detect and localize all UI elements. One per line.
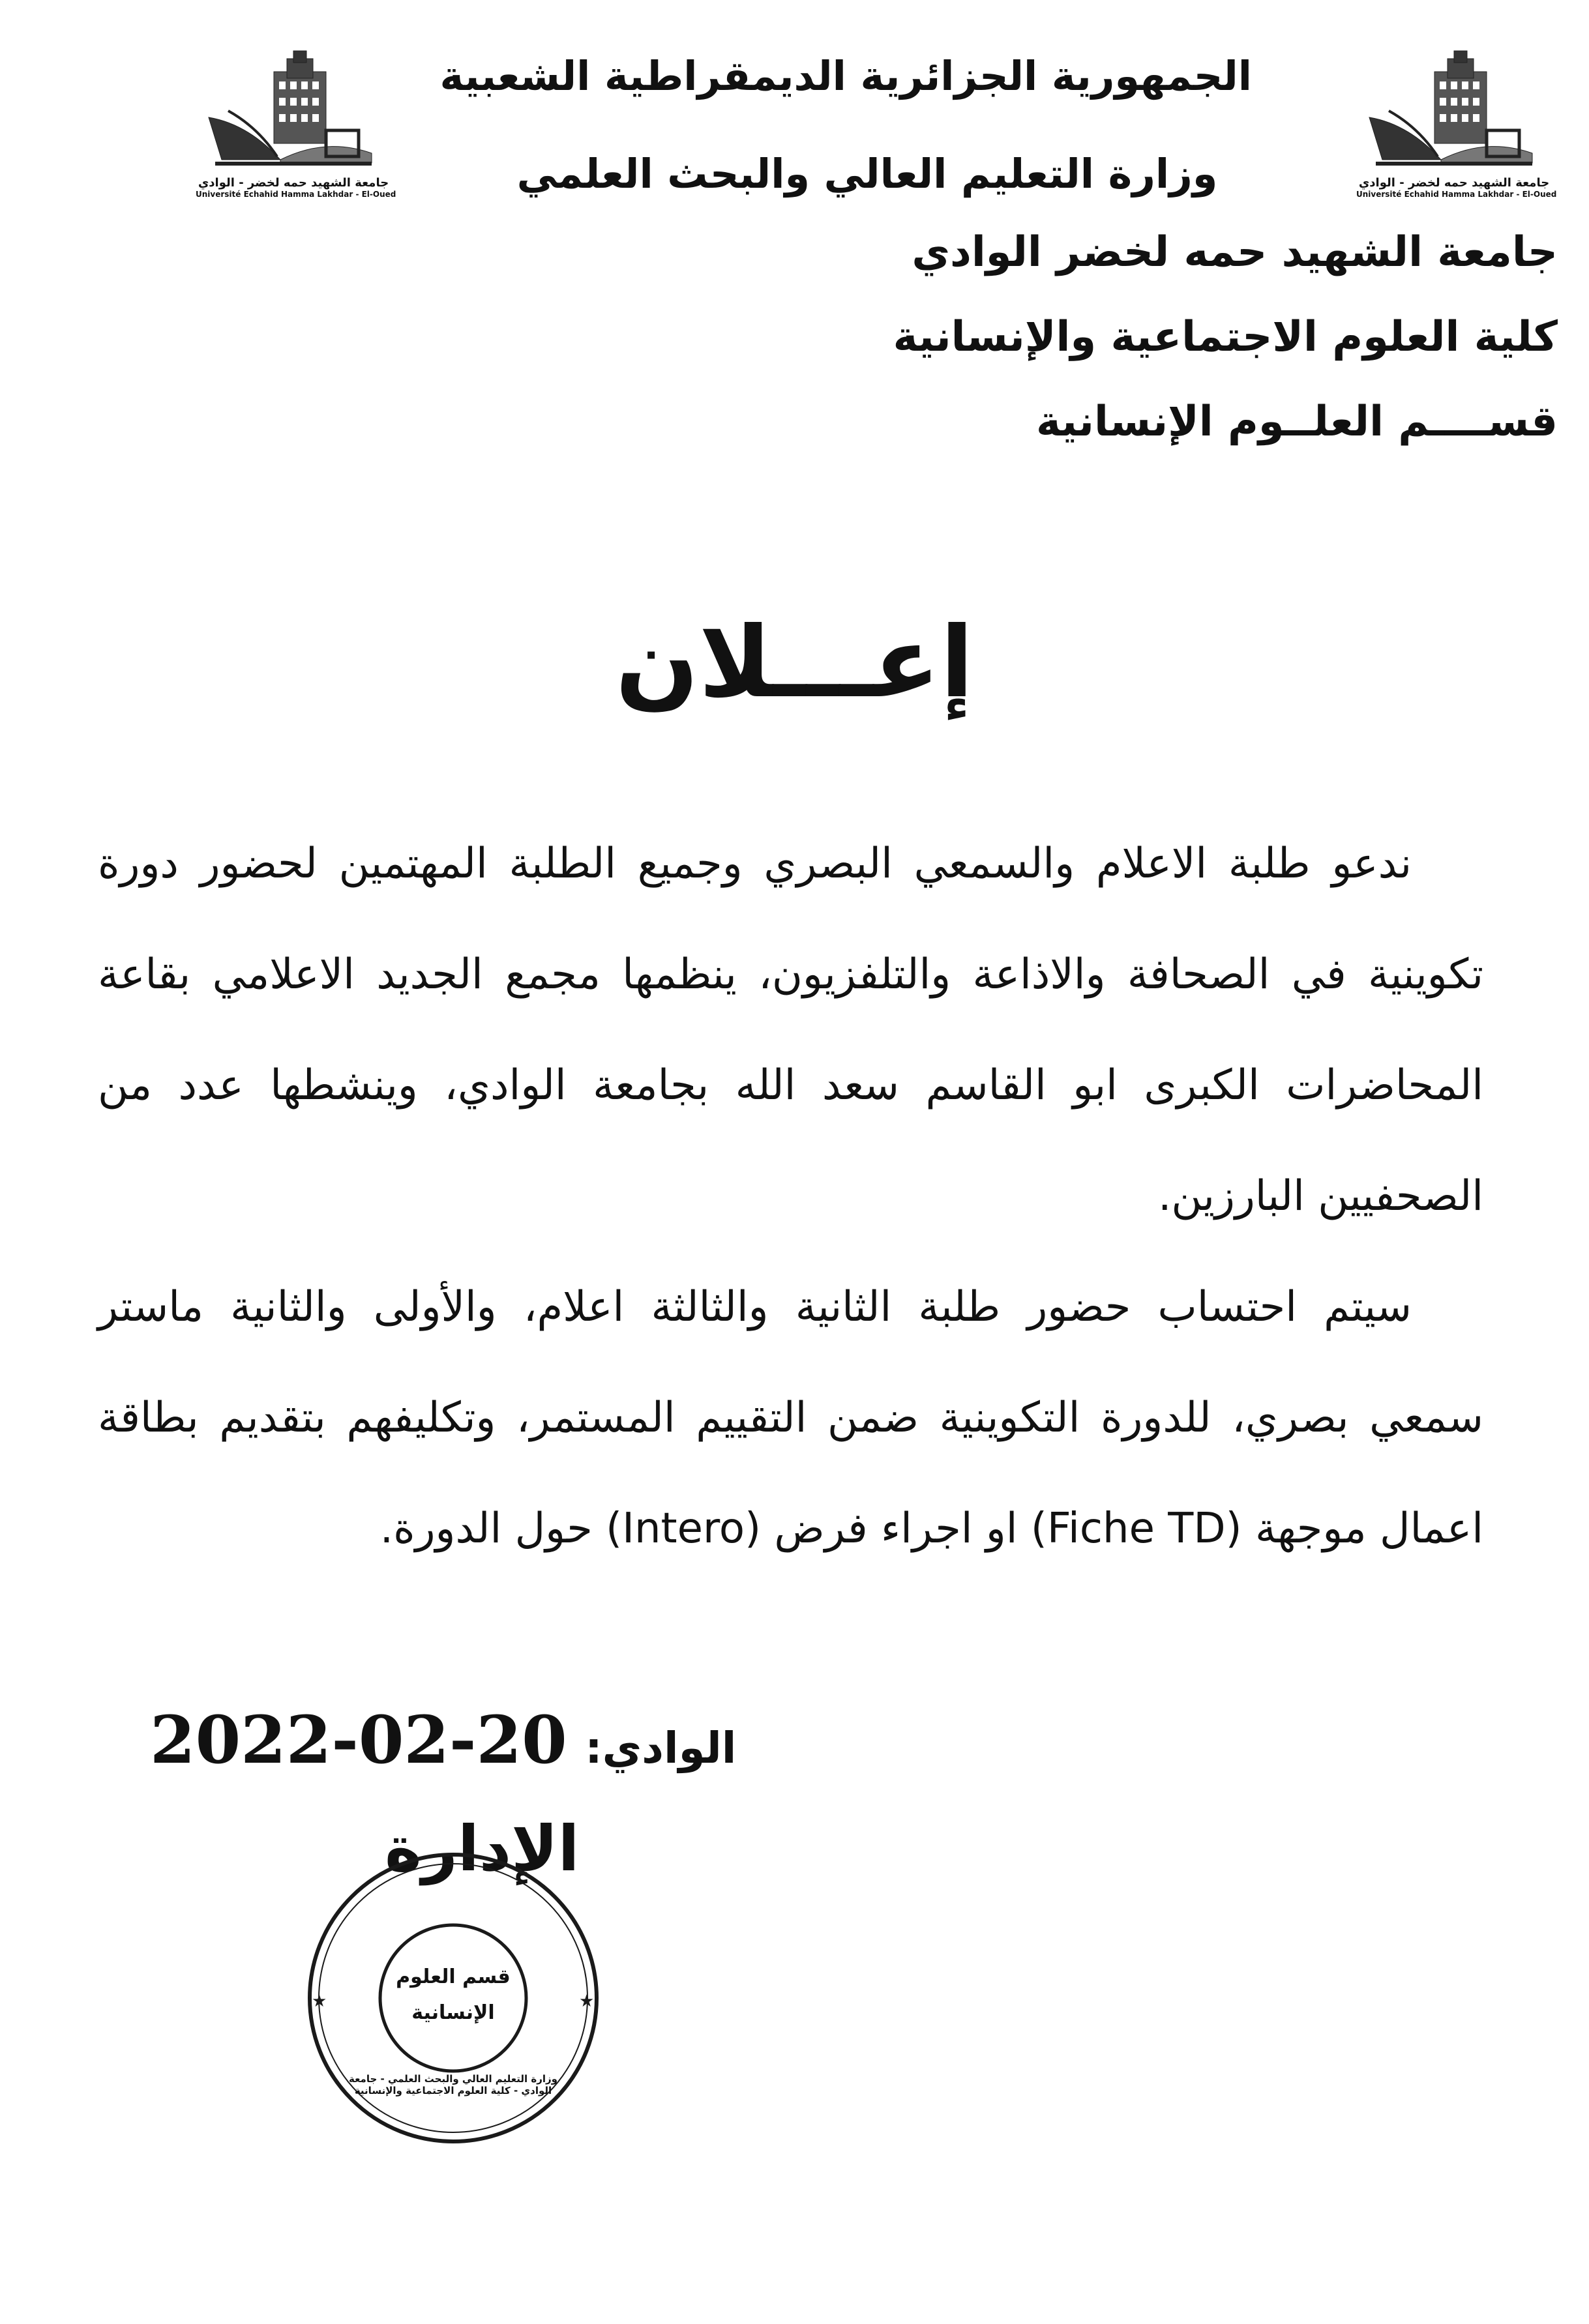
date-value: 2022-02-20 [150,1701,567,1778]
signature-label: الإدارة [385,1812,580,1885]
svg-text:★: ★ [312,1992,327,2011]
logo-caption-english: Université Echahid Hamma Lakhdar - El-Oued [1356,190,1557,199]
logo-caption-english: Université Echahid Hamma Lakhdar - El-Oued [196,190,396,199]
university-logo-left-icon [196,46,391,176]
header-faculty: كلية العلوم الاجتماعية والإنسانية [893,313,1558,361]
stamp-ring-text: وزارة التعليم العالي والبحث العلمي - جامعة الوادي - كلية العلوم الاجتماعية والإنسانية [348,2073,557,2096]
stamp-inner-line2: الإنسانية [411,2001,495,2024]
page-title: إعـــلان [615,606,974,720]
logo-caption-arabic: جامعة الشهيد حمه لخضر - الوادي [198,176,389,190]
header-republic: الجمهورية الجزائرية الديمقراطية الشعبية [439,52,1252,100]
announcement-paragraph-1: ندعو طلبة الاعلام والسمعي البصري وجميع الطلبة المهتمين لحضور دورة تكوينية في الصحافة والاذاعة والتلفزيون، ينظمها مجمع الجديد الاعلامي بقاعة المحاضرات الكبرى ابو القاسم سعد الله بجامعة الوادي، وينشطها عدد من الصحفيين البارزين. [98,840,1483,1220]
official-stamp [300,1845,606,2151]
university-logo-left [196,46,396,199]
university-logo-right-icon [1356,46,1552,176]
logo-caption-arabic: جامعة الشهيد حمه لخضر - الوادي [1358,176,1550,190]
header-university: جامعة الشهيد حمه لخضر الوادي [912,228,1558,276]
announcement-paragraph-2: سيتم احتساب حضور طلبة الثانية والثالثة اعلام، والأولى والثانية ماستر سمعي بصري، للدورة التكوينية ضمن التقييم المستمر، وتكليفهم بتقديم بطاقة اعمال موجهة (Fiche TD) او اجراء فرض (Intero) حول الدورة. [98,1283,1483,1553]
stamp-seal-icon [300,1845,606,2151]
university-logo-right [1356,46,1557,199]
header-department: قســــم العلــوم الإنسانية [1035,398,1558,446]
date-line [150,1701,736,1778]
header-ministry: وزارة التعليم العالي والبحث العلمي [516,150,1218,198]
svg-text:★: ★ [579,1992,595,2011]
date-label: الوادي: [585,1723,737,1773]
stamp-inner-line1: قسم العلوم [396,1965,511,1988]
